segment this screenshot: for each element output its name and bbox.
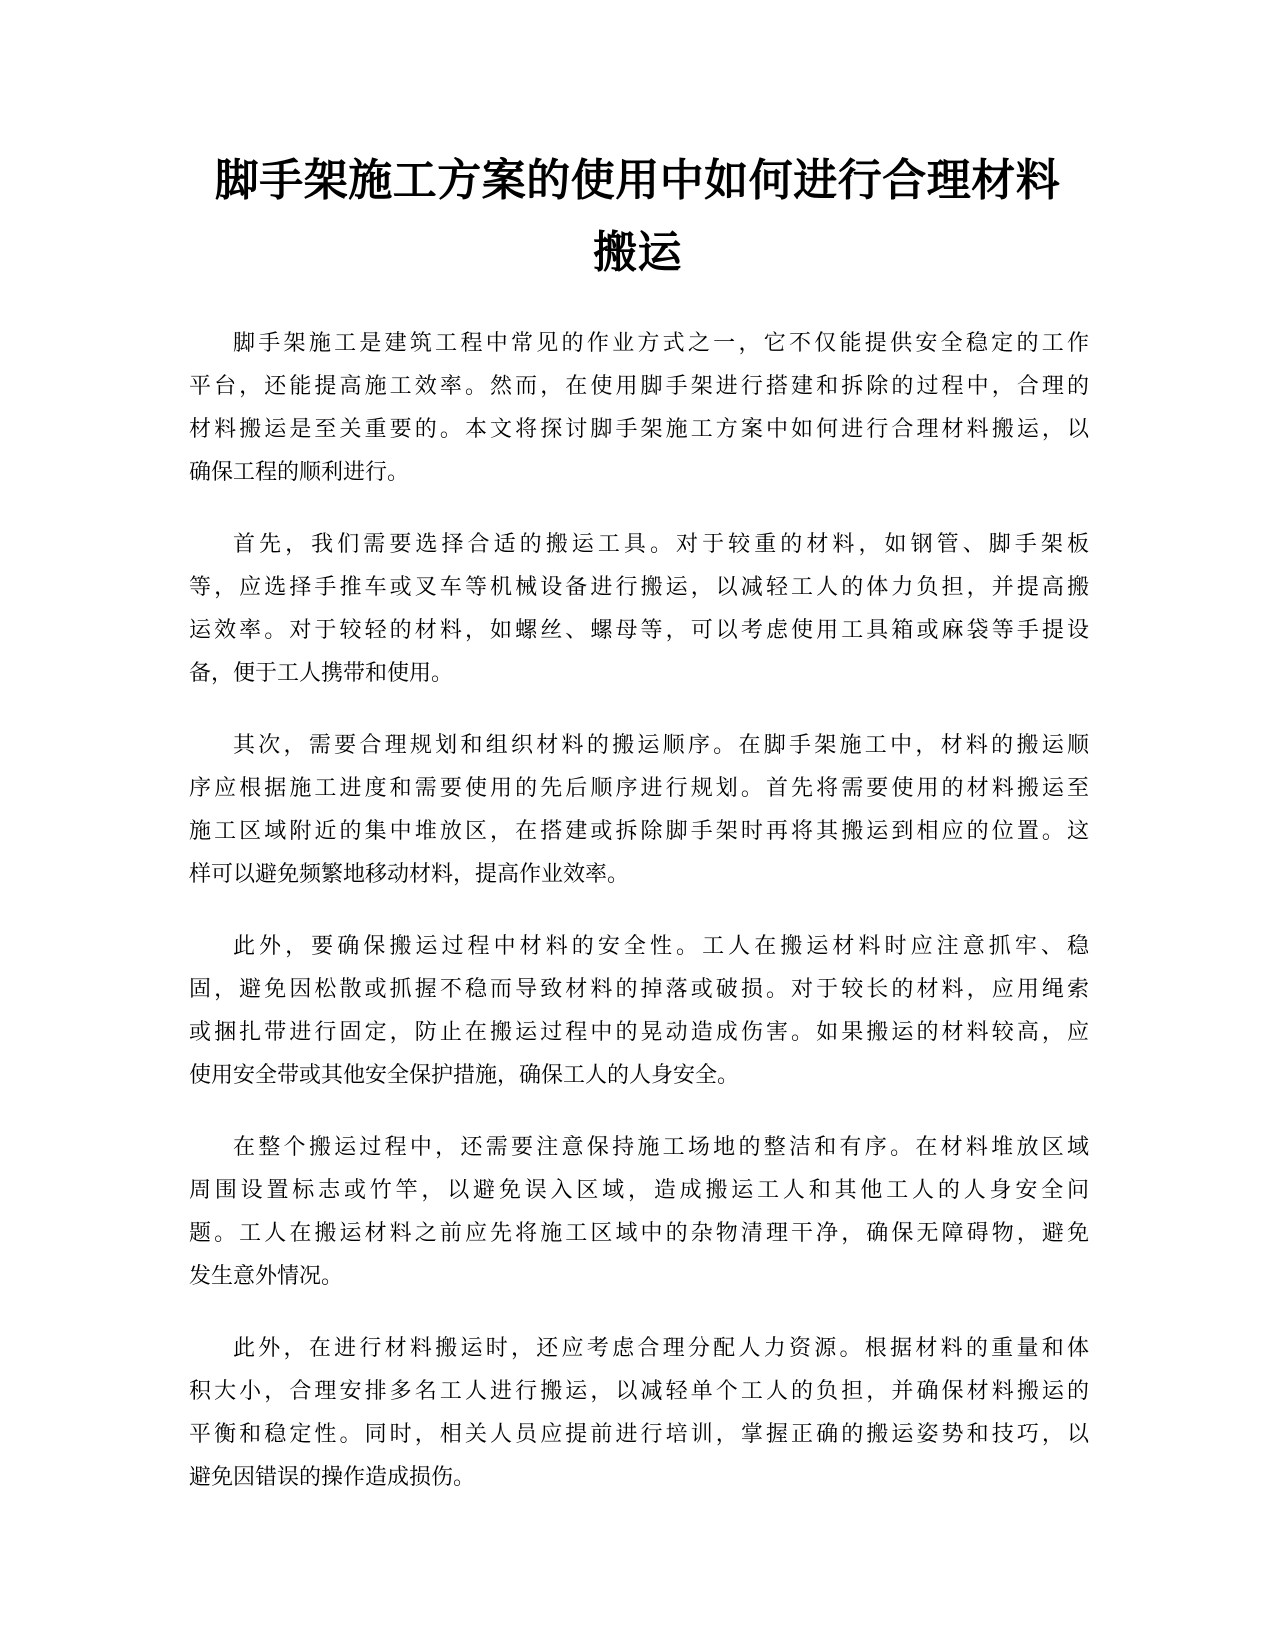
paragraph-line: 此外，在进行材料搬运时，还应考虑合理分配人力资源。根据材料的重量和体 bbox=[233, 1336, 1089, 1361]
paragraph-line: 备，便于工人携带和使用。 bbox=[189, 661, 454, 686]
paragraph-line: 脚手架施工是建筑工程中常见的作业方式之一，它不仅能提供安全稳定的工作 bbox=[233, 331, 1089, 356]
paragraph-line: 施工区域附近的集中堆放区，在搭建或拆除脚手架时再将其搬运到相应的位置。这 bbox=[189, 819, 1089, 844]
paragraph-line: 使用安全带或其他安全保护措施，确保工人的人身安全。 bbox=[189, 1063, 740, 1088]
paragraph-1 bbox=[189, 322, 1089, 494]
paragraph-line: 首先，我们需要选择合适的搬运工具。对于较重的材料，如钢管、脚手架板 bbox=[233, 532, 1089, 557]
paragraph-4 bbox=[189, 925, 1089, 1097]
paragraph-line: 运效率。对于较轻的材料，如螺丝、螺母等，可以考虑使用工具箱或麻袋等手提设 bbox=[189, 618, 1089, 643]
paragraph-line: 序应根据施工进度和需要使用的先后顺序进行规划。首先将需要使用的材料搬运至 bbox=[189, 776, 1089, 801]
paragraph-6 bbox=[189, 1327, 1089, 1499]
paragraph-2 bbox=[189, 523, 1089, 695]
paragraph-line: 周围设置标志或竹竿，以避免误入区域，造成搬运工人和其他工人的人身安全问 bbox=[189, 1178, 1089, 1203]
paragraph-5 bbox=[189, 1126, 1089, 1298]
document-title bbox=[185, 145, 1090, 289]
paragraph-line: 固，避免因松散或抓握不稳而导致材料的掉落或破损。对于较长的材料，应用绳索 bbox=[189, 977, 1089, 1002]
paragraph-line: 平台，还能提高施工效率。然而，在使用脚手架进行搭建和拆除的过程中，合理的 bbox=[189, 374, 1089, 399]
document-body bbox=[189, 322, 1089, 1528]
paragraph-line: 样可以避免频繁地移动材料，提高作业效率。 bbox=[189, 862, 630, 887]
paragraph-line: 积大小，合理安排多名工人进行搬运，以减轻单个工人的负担，并确保材料搬运的 bbox=[189, 1379, 1089, 1404]
paragraph-line: 材料搬运是至关重要的。本文将探讨脚手架施工方案中如何进行合理材料搬运，以 bbox=[189, 417, 1089, 442]
paragraph-line: 其次，需要合理规划和组织材料的搬运顺序。在脚手架施工中，材料的搬运顺 bbox=[233, 733, 1089, 758]
paragraph-line: 平衡和稳定性。同时，相关人员应提前进行培训，掌握正确的搬运姿势和技巧，以 bbox=[189, 1422, 1089, 1447]
paragraph-line: 题。工人在搬运材料之前应先将施工区域中的杂物清理干净，确保无障碍物，避免 bbox=[189, 1221, 1089, 1246]
title-line: 搬运 bbox=[593, 227, 682, 278]
paragraph-line: 发生意外情况。 bbox=[189, 1264, 344, 1289]
paragraph-line: 确保工程的顺利进行。 bbox=[189, 460, 410, 485]
paragraph-line: 或捆扎带进行固定，防止在搬运过程中的晃动造成伤害。如果搬运的材料较高，应 bbox=[189, 1020, 1089, 1045]
paragraph-line: 此外，要确保搬运过程中材料的安全性。工人在搬运材料时应注意抓牢、稳 bbox=[233, 934, 1089, 959]
paragraph-line: 等，应选择手推车或叉车等机械设备进行搬运，以减轻工人的体力负担，并提高搬 bbox=[189, 575, 1089, 600]
paragraph-3 bbox=[189, 724, 1089, 896]
title-line: 脚手架施工方案的使用中如何进行合理材料 bbox=[214, 155, 1061, 206]
paragraph-line: 避免因错误的操作造成损伤。 bbox=[189, 1465, 476, 1490]
paragraph-line: 在整个搬运过程中，还需要注意保持施工场地的整洁和有序。在材料堆放区域 bbox=[233, 1135, 1089, 1160]
